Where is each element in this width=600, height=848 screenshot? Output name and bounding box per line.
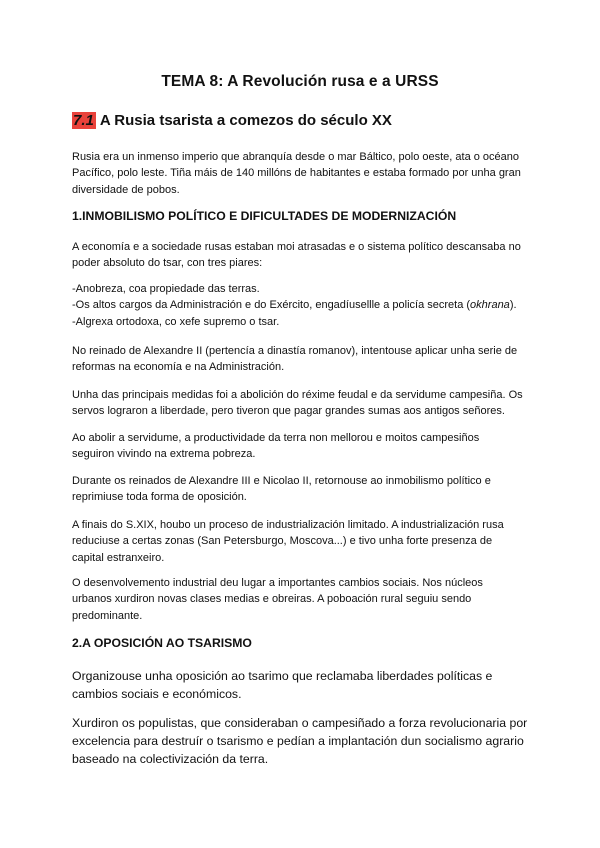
- text-fragment: -Os altos cargos da Administración e do Exército, engadíusellle a policía secreta (: [72, 299, 471, 312]
- emphasis-okhrana: okhrana: [470, 299, 510, 312]
- text-line: urbanos xurdiron novas clases medias e obreiras. A poboación rural seguiu sendo: [72, 593, 472, 606]
- section-title: A Rusia tsarista a comezos do século XX: [99, 112, 392, 129]
- paragraph-abolicion: [72, 387, 542, 420]
- list-item: -Algrexa ortodoxa, co xefe supremo o tsar.: [72, 315, 280, 328]
- text-line: Xurdiron os populistas, que consideraban o campesiñado a forza revolucionaria por: [72, 716, 528, 730]
- paragraph-alexandre: [72, 343, 542, 376]
- text-line: poder absoluto do tsar, con tres piares:: [72, 257, 263, 270]
- text-line: capital estranxeiro.: [72, 551, 165, 564]
- text-line: No reinado de Alexandre II (pertencía a dinastía romanov), intentouse aplicar unha serie de: [72, 345, 518, 357]
- paragraph-servidume: [72, 430, 542, 463]
- paragraph-industrializacion: [72, 517, 542, 566]
- text-line: cambios sociais e económicos.: [72, 687, 242, 701]
- list-item: [72, 297, 542, 313]
- text-line: Durante os reinados de Alexandre III e Nicolao II, retornouse ao inmobilismo político e: [72, 475, 491, 487]
- text-line: baseado na colectivización da terra.: [72, 752, 269, 766]
- paragraph-reinados: [72, 473, 542, 506]
- section-number: 7.1: [73, 112, 94, 129]
- intro-paragraph: [72, 149, 542, 198]
- text-line: servos lograron a liberdade, pero tiveron que pagar grandes sumas aos antigos señores.: [72, 405, 505, 418]
- paragraph-economia: [72, 239, 542, 272]
- list-item: -Anobreza, coa propiedade das terras.: [72, 283, 260, 295]
- text-line: diversidade de pobos.: [72, 183, 180, 196]
- paragraph-populistas: [72, 714, 552, 768]
- text-line: Pacífico, polo leste. Tiña máis de 140 millóns de habitantes e estaba formado por unha gran: [72, 167, 521, 180]
- heading-inmobilismo: 1.INMOBILISMO POLÍTICO E DIFICULTADES DE MODERNIZACIÓN: [72, 209, 457, 223]
- page-title: TEMA 8: A Revolución rusa e a URSS: [161, 73, 439, 90]
- text-line: reprimiuse toda forma de oposición.: [72, 491, 247, 504]
- text-line: O desenvolvemento industrial deu lugar a importantes cambios sociais. Nos núcleos: [72, 577, 483, 589]
- text-line: excelencia para destruír o tsarismo e pedían a implantación dun socialismo agrario: [72, 734, 524, 748]
- section-heading: [72, 112, 392, 129]
- heading-oposicion: 2.A OPOSICIÓN AO TSARISMO: [72, 636, 252, 650]
- text-line: Ao abolir a servidume, a productividade da terra non mellorou e moitos campesiños: [72, 432, 480, 444]
- text-line: reduciuse a certas zonas (San Petersburgo, Moscova...) e tivo unha forte presenza de: [72, 535, 493, 548]
- text-line: Rusia era un inmenso imperio que abranquía desde o mar Báltico, polo oeste, ata o océano: [72, 151, 520, 163]
- text-line: A finais do S.XIX, houbo un proceso de industrialización limitado. A industrialización rusa: [72, 519, 504, 531]
- text-line: A economía e a sociedade rusas estaban moi atrasadas e o sistema político descansaba no: [72, 241, 521, 253]
- pillars-list: [72, 281, 542, 330]
- text-fragment: ).: [509, 299, 517, 312]
- text-line: Unha das principais medidas foi a abolición do réxime feudal e da servidume campesiña. Os: [72, 389, 523, 401]
- text-line: predominante.: [72, 609, 143, 622]
- paragraph-oposicion: [72, 667, 552, 703]
- text-line: reformas na economía e na Administración.: [72, 361, 285, 374]
- text-line: seguiron vivindo na extrema pobreza.: [72, 448, 256, 461]
- paragraph-cambios-sociais: [72, 575, 542, 624]
- text-line: Organizouse unha oposición ao tsarimo que reclamaba liberdades políticas e: [72, 669, 493, 683]
